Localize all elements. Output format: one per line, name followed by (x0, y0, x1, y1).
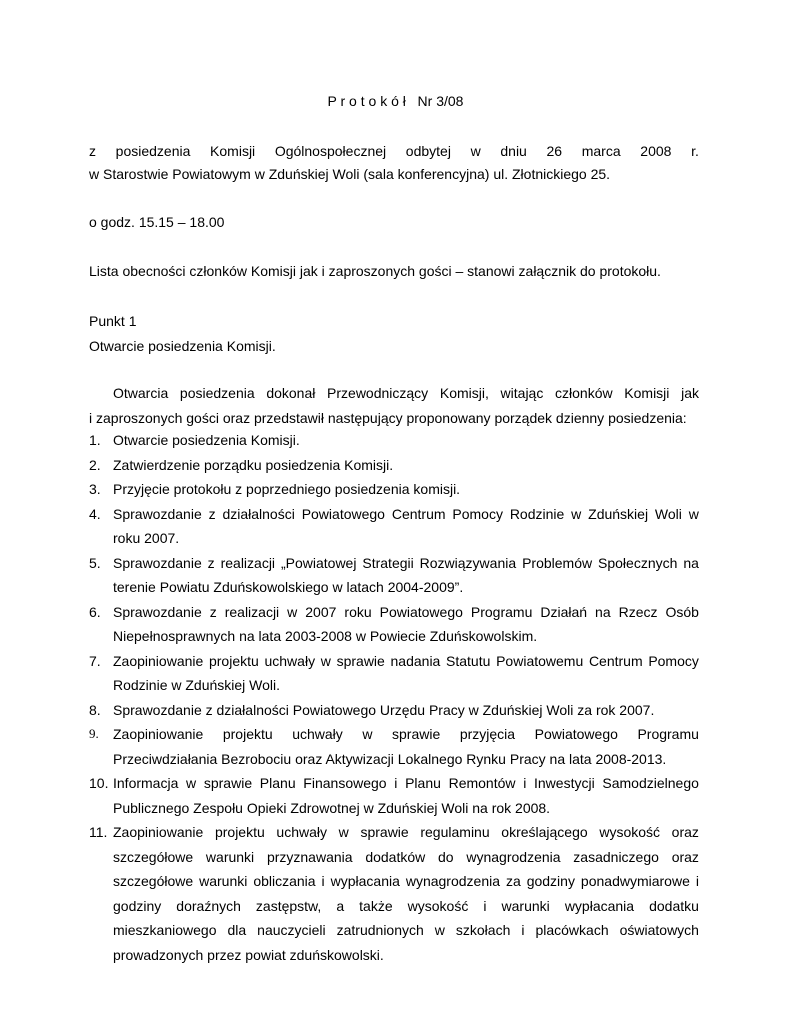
attendance-note: Lista obecności członków Komisji jak i zaproszonych gości – stanowi załącznik do protokołu. (89, 263, 661, 279)
intro-word: Komisji (210, 143, 256, 159)
agenda-word: Programu (637, 726, 699, 742)
agenda-word: sprawie (392, 726, 441, 742)
agenda-word: zatrudnionych (336, 922, 424, 938)
intro-line-2: w Starostwie Powiatowym w Zduńskiej Woli (sala konferencyjna) ul. Złotnickiego 25. (89, 166, 611, 182)
agenda-item-line: prowadzonych przez powiat zduńskowolski. (113, 946, 384, 963)
agenda-item-number: 2. (89, 456, 101, 473)
agenda-word: oraz (671, 848, 699, 865)
paragraph-line-1 (89, 381, 699, 406)
agenda-word: za (505, 873, 521, 889)
agenda-item-number: 4. (89, 505, 101, 522)
paragraph-word: Przewodniczący (327, 385, 429, 401)
agenda-word: nauczycieli (257, 922, 326, 938)
agenda-item (89, 722, 699, 771)
agenda-word: ponadwymiarowe (580, 873, 690, 889)
agenda-item (89, 477, 699, 502)
point-label: Punkt 1 (89, 313, 137, 329)
agenda-word: doraźnych (176, 897, 241, 914)
agenda-word: oraz (671, 824, 699, 840)
agenda-item-line (113, 845, 699, 870)
agenda-word: z (208, 505, 216, 522)
agenda-word: Centrum (391, 505, 446, 522)
agenda-word: i (321, 873, 325, 889)
agenda-item-number: 3. (89, 481, 101, 497)
agenda-word: także (359, 897, 393, 914)
agenda-word: i (521, 922, 525, 938)
agenda-item-number: 8. (89, 701, 101, 718)
agenda-word: sprawie (336, 652, 385, 669)
point-title: Otwarcie posiedzenia Komisji. (89, 338, 276, 354)
agenda-item-line: Sprawozdanie z działalności Powiatowego Urzędu Pracy w Zduńskiej Woli za rok 2007. (113, 701, 655, 718)
agenda-word: Samodzielnego (602, 775, 699, 791)
agenda-word: warunki (501, 897, 550, 914)
agenda-word: Finansowego (303, 775, 387, 791)
agenda-word: sprawie (360, 824, 409, 840)
agenda-item-line: terenie Powiatu Zduńskowolskiego w latach 2004-2009”. (113, 579, 464, 595)
agenda-word: „Powiatowej (280, 554, 357, 571)
agenda-item (89, 428, 699, 453)
paragraph-word: posiedzenia (179, 385, 255, 401)
agenda-word: Osób (665, 603, 699, 620)
intro-word: z (89, 143, 96, 159)
agenda-word: Zaopiniowanie (113, 726, 204, 742)
agenda-word: wypłacania (564, 897, 635, 914)
agenda-item-line (113, 722, 699, 747)
agenda-item-line (113, 551, 699, 576)
agenda-word: szczegółowe (113, 848, 194, 865)
agenda-word: Problemów (522, 554, 593, 571)
intro-word: 26 (546, 143, 563, 159)
agenda-word: zastępstw, (255, 897, 322, 914)
agenda-word: Pomocy (452, 505, 503, 522)
agenda-item (89, 600, 699, 649)
agenda-word: nadania (390, 652, 441, 669)
agenda-item (89, 649, 699, 698)
agenda-word: szkołach (455, 922, 511, 938)
agenda-word: na (595, 603, 611, 620)
intro-word: w (470, 143, 481, 159)
agenda-word: projektu (222, 726, 273, 742)
agenda-word: Planu (259, 775, 296, 791)
agenda-word: mieszkaniowego (113, 922, 217, 938)
agenda-word: w (688, 505, 699, 522)
agenda-word: w (186, 775, 197, 791)
agenda-list (89, 428, 699, 967)
agenda-word: i (695, 873, 699, 889)
agenda-word: Sprawozdanie (113, 603, 202, 620)
agenda-item-line: Niepełnosprawnych na lata 2003-2008 w Powiecie Zduńskowolskim. (113, 628, 538, 644)
agenda-word: przyznawania (266, 848, 353, 865)
agenda-word: projektu (208, 652, 259, 669)
agenda-word: Planu (405, 775, 441, 791)
intro-word: marca (581, 143, 621, 159)
agenda-word: szczegółowe (113, 873, 194, 889)
agenda-word: Społecznych (598, 554, 678, 571)
agenda-item-line (113, 894, 699, 919)
agenda-word: Zaopiniowanie (113, 824, 204, 840)
paragraph-word: jak (681, 385, 699, 401)
agenda-item-number: 1. (89, 432, 101, 448)
intro-word: r. (691, 143, 699, 159)
agenda-item-line: Przyjęcie protokołu z poprzedniego posiedzenia komisji. (113, 481, 461, 497)
agenda-item-line: Publicznego Zespołu Opieki Zdrowotnej w Zduńskiej Woli na rok 2008. (113, 799, 551, 816)
agenda-item (89, 502, 699, 551)
agenda-word: Powiatowego (379, 603, 463, 620)
agenda-item-number: 7. (89, 652, 101, 669)
agenda-word: w (320, 652, 331, 669)
paragraph-word: Komisji, (439, 385, 489, 401)
agenda-item-line: Rodzinie w Zduńskiej Woli. (113, 677, 281, 693)
agenda-word: Sprawozdanie (113, 505, 202, 522)
agenda-word: Pomocy (648, 652, 699, 669)
agenda-word: zasadniczego (573, 848, 659, 865)
agenda-word: dodatku (649, 897, 699, 914)
agenda-word: wysokość (599, 824, 661, 840)
agenda-word: w (434, 922, 445, 938)
agenda-word: sprawie (203, 775, 253, 791)
agenda-word: obliczania (253, 873, 316, 889)
agenda-word: Zaopiniowanie (113, 652, 204, 669)
agenda-item-number: 5. (89, 554, 101, 571)
agenda-word: regulaminu (420, 824, 490, 840)
agenda-word: Sprawozdanie (113, 554, 202, 571)
agenda-word: dla (227, 922, 247, 938)
agenda-item (89, 771, 699, 820)
intro-line-1 (89, 139, 699, 164)
agenda-word: uchwały (276, 824, 328, 840)
agenda-word: Zduńskiej (588, 505, 649, 522)
agenda-word: wysokość (407, 897, 469, 914)
agenda-item-line (113, 649, 699, 674)
agenda-item-line (113, 820, 699, 845)
agenda-word: w (287, 603, 298, 620)
agenda-word: na (683, 554, 699, 571)
agenda-item (89, 551, 699, 600)
agenda-word: Rozwiązywania (419, 554, 517, 571)
paragraph-word: Otwarcia (113, 385, 169, 401)
agenda-word: uchwały (292, 726, 343, 742)
agenda-word: do (438, 848, 454, 865)
intro-word: 2008 (640, 143, 672, 159)
intro-word: Ogólnospołecznej (274, 143, 387, 159)
agenda-word: dodatków (365, 848, 426, 865)
agenda-item-line: Otwarcie posiedzenia Komisji. (113, 432, 300, 448)
agenda-item-line (113, 869, 699, 894)
agenda-word: projektu (214, 824, 265, 840)
agenda-word: uchwały (264, 652, 316, 669)
agenda-word: Remontów (448, 775, 516, 791)
agenda-item (89, 698, 699, 723)
paragraph-word: witając (500, 385, 544, 401)
agenda-item-number: 6. (89, 603, 101, 620)
agenda-item-line: Zatwierdzenie porządku posiedzenia Komisji. (113, 456, 394, 473)
agenda-word: Centrum (588, 652, 643, 669)
paragraph-word: Komisji (624, 385, 670, 401)
agenda-word: 2007 (305, 603, 337, 620)
agenda-word: Powiatowego (301, 505, 385, 522)
agenda-word: Statutu (446, 652, 491, 669)
agenda-word: działalności (222, 505, 295, 522)
agenda-word: oświatowych (619, 922, 699, 938)
agenda-word: roku (344, 603, 372, 620)
agenda-item-line: roku 2007. (113, 530, 180, 546)
agenda-word: z (207, 554, 215, 571)
intro-word: posiedzenia (115, 143, 191, 159)
agenda-word: Woli (654, 505, 682, 522)
agenda-word: Działań (540, 603, 588, 620)
agenda-word: Informacja (113, 775, 179, 791)
agenda-word: w (571, 505, 582, 522)
agenda-word: realizacji (224, 603, 280, 620)
intro-word: dniu (500, 143, 527, 159)
agenda-item (89, 820, 699, 967)
agenda-word: realizacji (220, 554, 276, 571)
agenda-word: wynagrodzenia (466, 848, 561, 865)
agenda-word: wypłacania (330, 873, 400, 889)
agenda-word: Rzecz (618, 603, 658, 620)
paragraph-word: dokonał (266, 385, 316, 401)
agenda-item-line (113, 918, 699, 943)
agenda-word: placówkach (535, 922, 609, 938)
agenda-word: Programu (470, 603, 533, 620)
agenda-word: i (523, 775, 527, 791)
paragraph-word: członków (555, 385, 613, 401)
agenda-word: i (394, 775, 398, 791)
agenda-word: w (362, 726, 373, 742)
agenda-word: Powiatowemu (496, 652, 584, 669)
agenda-word: określającego (501, 824, 588, 840)
agenda-item-number: 11. (89, 824, 108, 840)
intro-word: odbytej (405, 143, 451, 159)
agenda-word: w (338, 824, 349, 840)
agenda-word: Inwestycji (534, 775, 595, 791)
agenda-word: godziny (526, 873, 575, 889)
agenda-word: warunki (199, 873, 248, 889)
opening-paragraph (89, 381, 699, 430)
agenda-word: z (209, 603, 217, 620)
agenda-item-line (113, 502, 699, 527)
agenda-word: godziny (113, 897, 162, 914)
agenda-item-line (113, 771, 699, 796)
agenda-item (89, 453, 699, 478)
agenda-word: przyjęcia (459, 726, 516, 742)
agenda-word: Powiatowego (534, 726, 618, 742)
agenda-word: Rodzinie (509, 505, 565, 522)
paragraph-line-2: i zaproszonych gości oraz przedstawił następujący proponowany porządek dzienny posiedzenia: (89, 409, 687, 426)
page-title: P r o t o k ó ł Nr 3/08 (327, 93, 464, 109)
agenda-item-line (113, 600, 699, 625)
meeting-time: o godz. 15.15 – 18.00 (89, 214, 225, 230)
agenda-word: Strategii (362, 554, 414, 571)
agenda-word: a (336, 897, 345, 914)
agenda-item-number: 10. (89, 775, 109, 791)
agenda-word: i (483, 897, 487, 914)
agenda-word: warunki (205, 848, 255, 865)
agenda-word: wynagrodzenia (405, 873, 500, 889)
agenda-item-number: 9. (89, 726, 99, 741)
agenda-item-line: Przeciwdziałania Bezrobociu oraz Aktywizacji Lokalnego Rynku Pracy na lata 2008-2013. (113, 750, 667, 767)
